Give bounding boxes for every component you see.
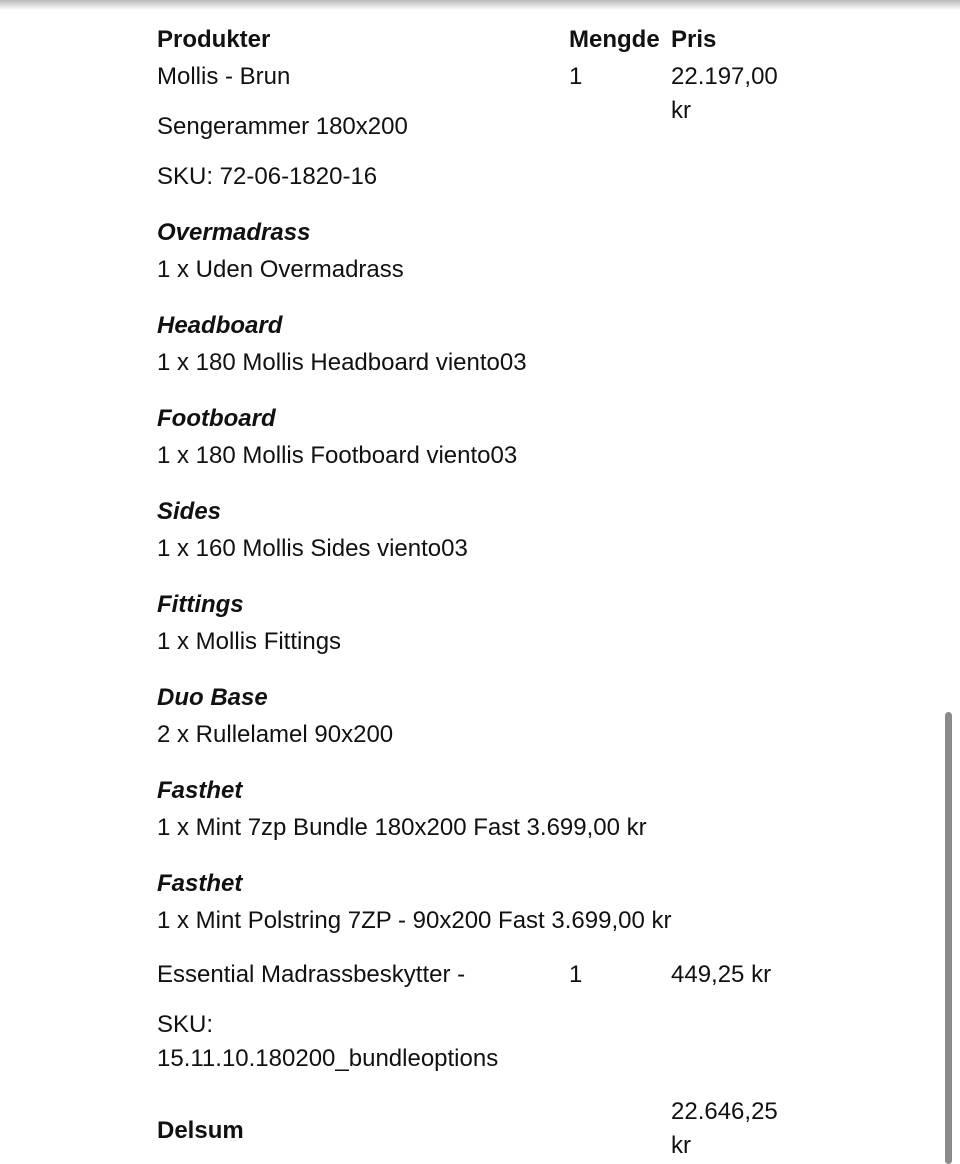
product-price: 449,25 kr xyxy=(671,961,772,988)
subtotal-value: 22.646,25 kr xyxy=(671,1098,778,1159)
vertical-scrollbar[interactable] xyxy=(945,712,952,1164)
product-subtitle: Sengerammer 180x200 xyxy=(157,113,408,140)
subtotal-label: Delsum xyxy=(157,1117,244,1144)
top-edge-shadow xyxy=(0,0,960,10)
option-title: Fasthet xyxy=(157,870,243,897)
option-value: 1 x Uden Overmadrass xyxy=(157,256,404,283)
option-title: Duo Base xyxy=(157,684,268,711)
option-title: Fasthet xyxy=(157,777,243,804)
option-title: Sides xyxy=(157,498,222,525)
product-price: 22.197,00 kr xyxy=(671,63,778,124)
product-sku-value: 15.11.10.180200_bundleoptions xyxy=(157,1045,499,1072)
product-name: Essential Madrassbeskytter - xyxy=(157,961,466,988)
option-title: Fittings xyxy=(157,591,244,618)
option-title: Headboard xyxy=(157,312,283,339)
header-quantity: Mengde xyxy=(569,26,660,53)
option-value: 1 x 180 Mollis Footboard viento03 xyxy=(157,442,518,469)
product-quantity: 1 xyxy=(569,63,583,90)
option-title: Overmadrass xyxy=(157,219,311,246)
option-value: 1 x 160 Mollis Sides viento03 xyxy=(157,535,468,562)
product-sku-label: SKU: xyxy=(157,1011,214,1038)
product-name: Mollis - Brun xyxy=(157,63,291,90)
option-value: 2 x Rullelamel 90x200 xyxy=(157,721,394,748)
option-value: 1 x 180 Mollis Headboard viento03 xyxy=(157,349,527,376)
product-sku: SKU: 72-06-1820-16 xyxy=(157,163,378,190)
product-quantity: 1 xyxy=(569,961,583,988)
option-value: 1 x Mint 7zp Bundle 180x200 Fast 3.699,00 kr xyxy=(157,814,647,841)
header-price: Pris xyxy=(671,26,717,53)
option-title: Footboard xyxy=(157,405,276,432)
option-value: 1 x Mint Polstring 7ZP - 90x200 Fast 3.699,00 kr xyxy=(157,907,672,934)
option-value: 1 x Mollis Fittings xyxy=(157,628,342,655)
header-product: Produkter xyxy=(157,26,271,53)
